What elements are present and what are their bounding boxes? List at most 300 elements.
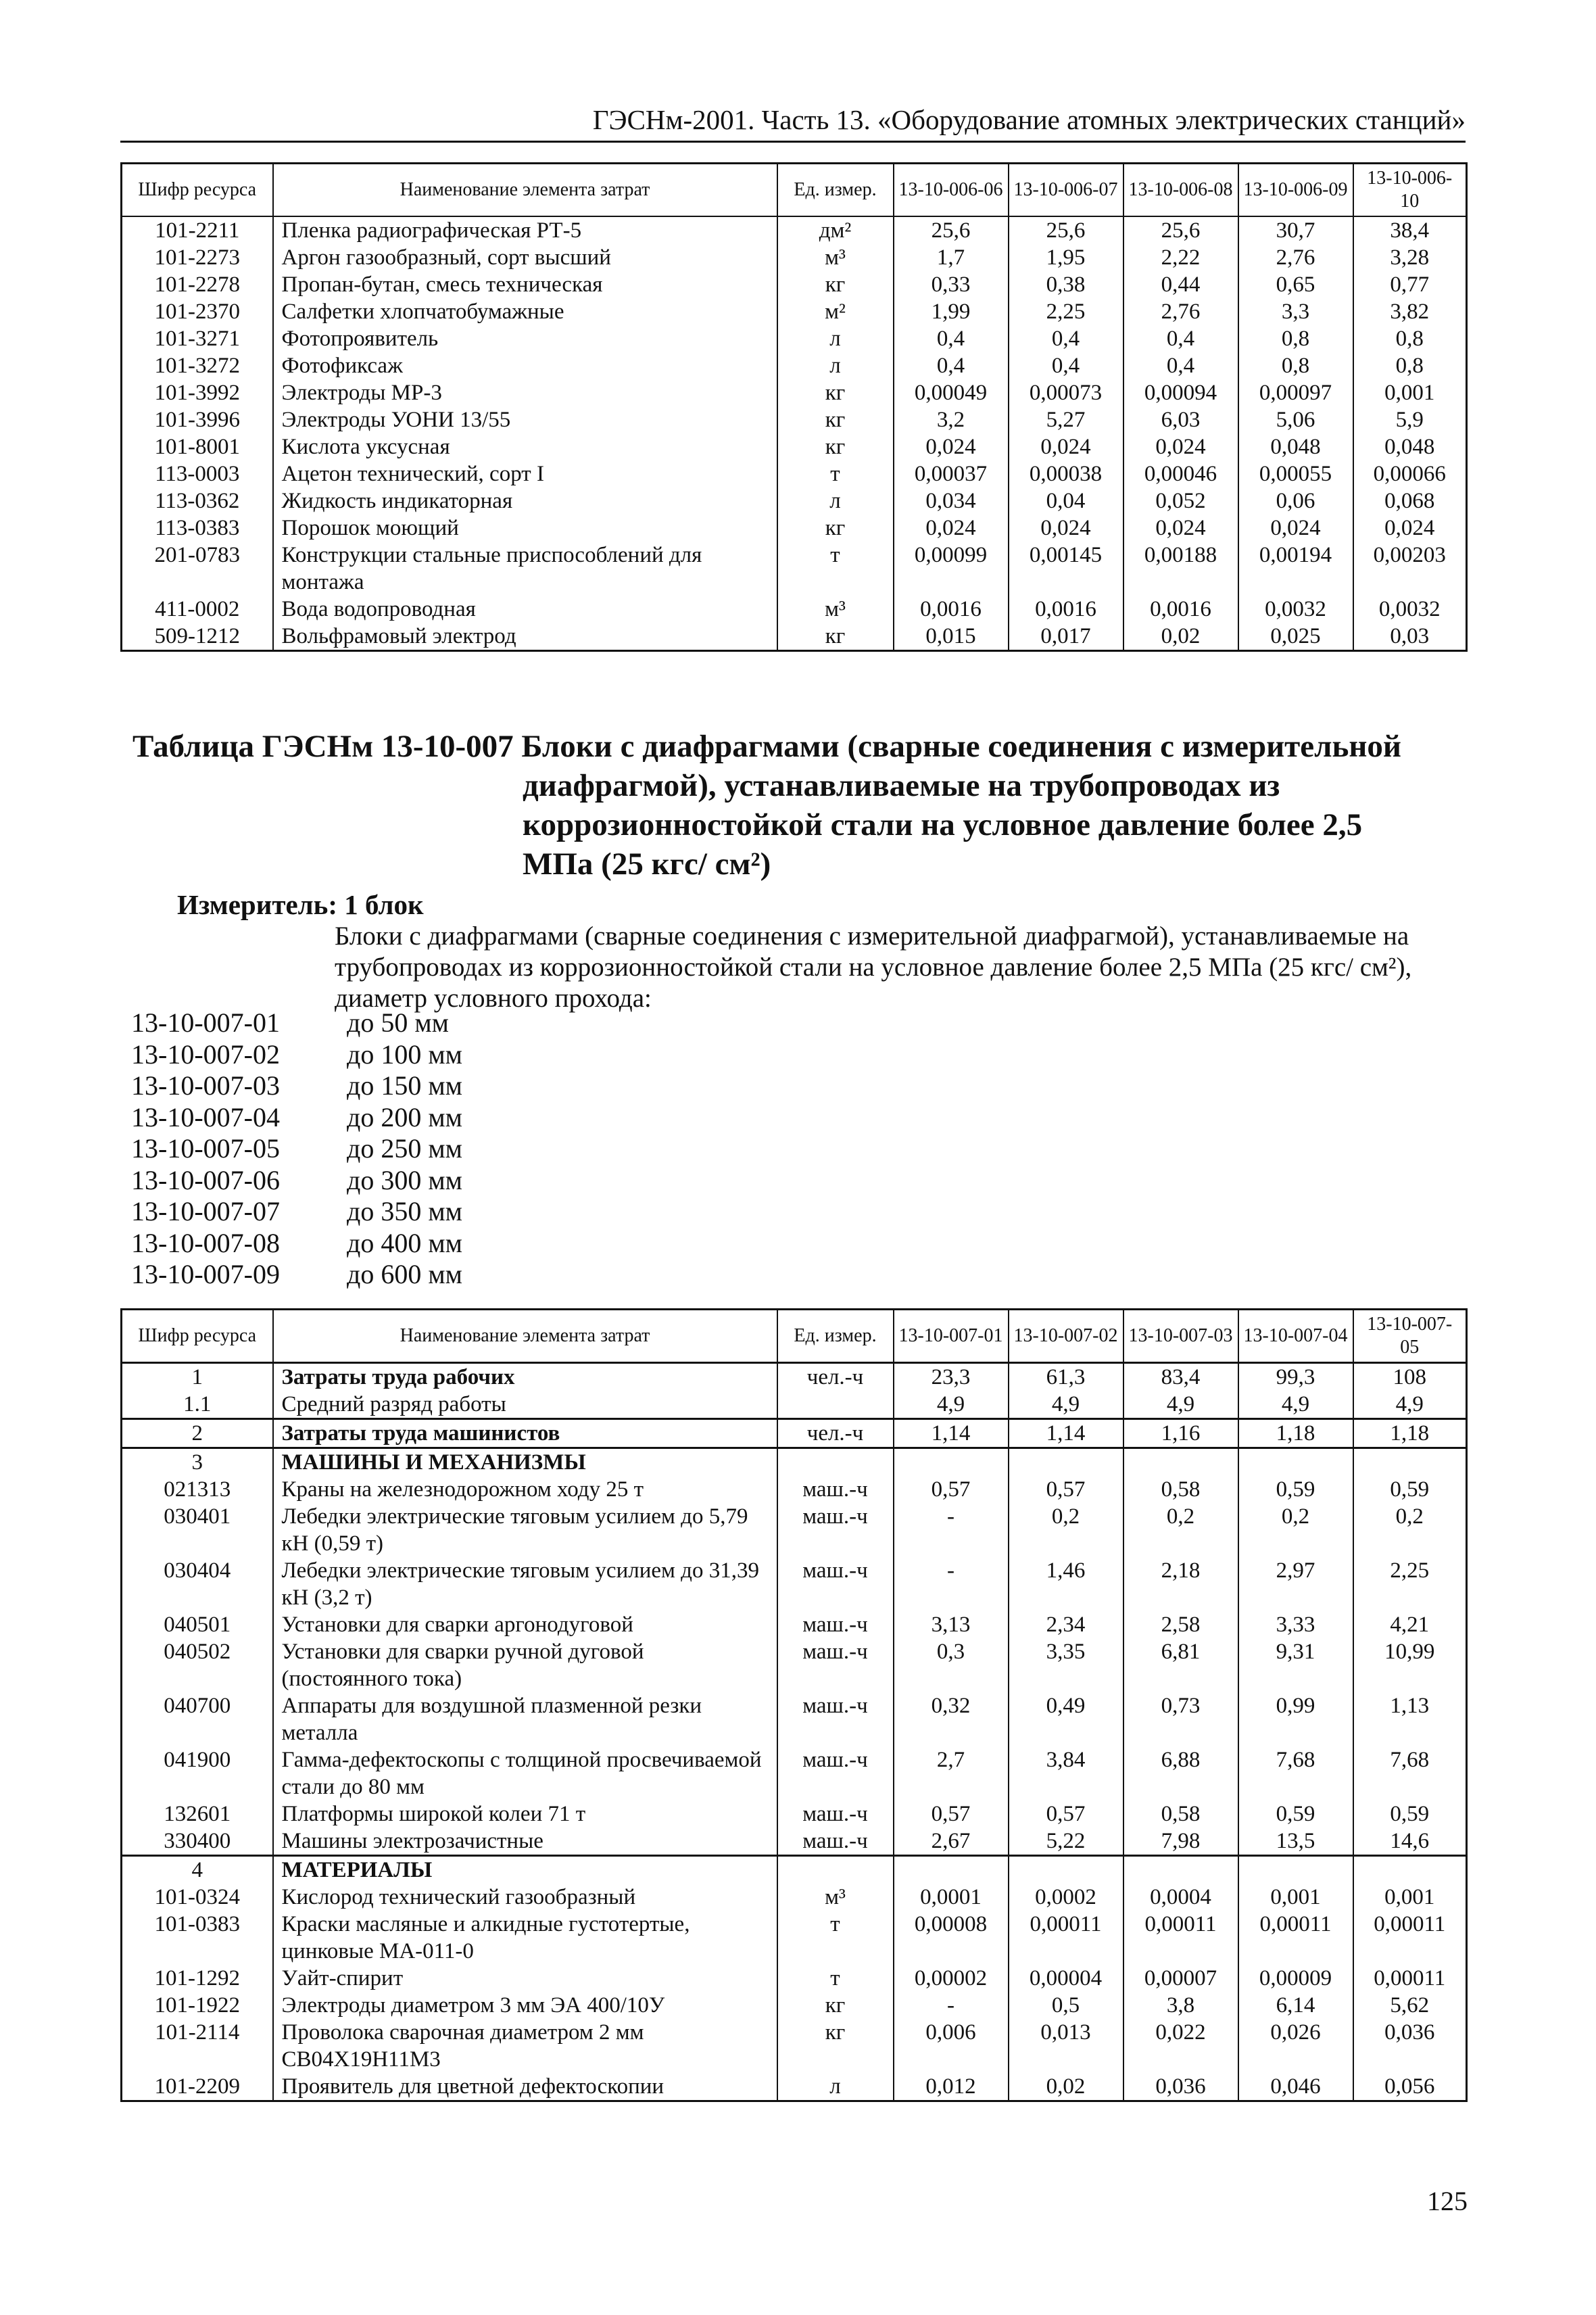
- value-cell: 0,026: [1238, 2019, 1353, 2073]
- unit-cell: [777, 1856, 894, 1884]
- table-row: [122, 298, 1467, 325]
- value-cell: 5,9: [1353, 406, 1467, 433]
- column-header: Наименование элемента затрат: [273, 164, 777, 217]
- unit-cell: л: [777, 352, 894, 379]
- value-cell: 25,6: [1123, 216, 1238, 244]
- title-line: МПа (25 кгс/ см²): [523, 846, 771, 882]
- value-cell: 1,18: [1353, 1419, 1467, 1448]
- value-cell: 0,00066: [1353, 460, 1467, 487]
- value-cell: 0,022: [1123, 2019, 1238, 2073]
- resource-code: 101-1292: [122, 1965, 273, 1992]
- value-cell: 0,001: [1353, 379, 1467, 406]
- value-cell: 3,2: [894, 406, 1009, 433]
- resource-code: 101-8001: [122, 433, 273, 460]
- resource-code: 132601: [122, 1800, 273, 1828]
- value-cell: [1353, 1856, 1467, 1884]
- value-cell: 0,024: [894, 433, 1009, 460]
- unit-cell: л: [777, 487, 894, 515]
- unit-cell: кг: [777, 406, 894, 433]
- value-cell: 0,59: [1353, 1800, 1467, 1828]
- variant-diameter: до 50 мм: [347, 1007, 449, 1038]
- section-description: Блоки с диафрагмами (сварные соединения с измерительной диафрагмой), устанавливаемые на трубопроводах из коррозионностойкой стали на условное давление более 2,5 МПа (25 кгс/ см²), диаметр условного прохода:: [335, 922, 1412, 1013]
- value-cell: 0,024: [1009, 433, 1123, 460]
- unit-cell: м³: [777, 244, 894, 271]
- unit-cell: [777, 1391, 894, 1419]
- table-body: [122, 216, 1467, 651]
- column-header: 13-10-007-02: [1009, 1310, 1123, 1363]
- value-cell: 0,068: [1353, 487, 1467, 515]
- value-cell: 0,0016: [894, 596, 1009, 623]
- value-cell: 25,6: [1009, 216, 1123, 244]
- resource-code: 030404: [122, 1557, 273, 1611]
- table-row: [122, 1992, 1467, 2019]
- value-cell: 0,00011: [1353, 1965, 1467, 1992]
- value-cell: 1,99: [894, 298, 1009, 325]
- resource-name: Пленка радиографическая РТ-5: [273, 216, 777, 244]
- value-cell: 2,76: [1123, 298, 1238, 325]
- value-cell: [1238, 1448, 1353, 1477]
- value-cell: 0,024: [1123, 433, 1238, 460]
- resource-code: 101-3996: [122, 406, 273, 433]
- variant-item: [131, 1165, 462, 1197]
- value-cell: 0,57: [1009, 1476, 1123, 1503]
- value-cell: 3,82: [1353, 298, 1467, 325]
- variant-diameter: до 400 мм: [347, 1227, 462, 1258]
- page-number: 125: [1427, 2186, 1468, 2216]
- value-cell: 0,001: [1238, 1884, 1353, 1911]
- table-header-row: [122, 164, 1467, 217]
- value-cell: 1,14: [1009, 1419, 1123, 1448]
- resource-code: 040502: [122, 1638, 273, 1692]
- table-row: [122, 460, 1467, 487]
- resource-table-007: [120, 1308, 1468, 2102]
- value-cell: 0,5: [1009, 1992, 1123, 2019]
- variant-diameter: до 300 мм: [347, 1164, 462, 1195]
- unit-cell: маш.-ч: [777, 1476, 894, 1503]
- value-cell: 0,38: [1009, 271, 1123, 298]
- resource-code: 113-0383: [122, 515, 273, 542]
- variant-diameter: до 200 мм: [347, 1101, 462, 1132]
- column-header: 13-10-006-08: [1123, 164, 1238, 217]
- value-cell: 6,03: [1123, 406, 1238, 433]
- table-row: [122, 244, 1467, 271]
- value-cell: [1123, 1448, 1238, 1477]
- variant-diameter: до 100 мм: [347, 1039, 462, 1070]
- resource-name: Краски масляные и алкидные густотертые, цинковые МА-011-0: [273, 1911, 777, 1965]
- variant-code: 13-10-007-05: [131, 1133, 280, 1164]
- value-cell: 0,4: [1009, 325, 1123, 352]
- value-cell: 0,57: [894, 1476, 1009, 1503]
- value-cell: 0,2: [1353, 1503, 1467, 1557]
- variant-diameter: до 250 мм: [347, 1133, 462, 1164]
- resource-code: 201-0783: [122, 542, 273, 596]
- value-cell: 5,27: [1009, 406, 1123, 433]
- value-cell: 0,65: [1238, 271, 1353, 298]
- value-cell: 3,35: [1009, 1638, 1123, 1692]
- unit-cell: маш.-ч: [777, 1638, 894, 1692]
- value-cell: 0,00145: [1009, 542, 1123, 596]
- value-cell: 5,22: [1009, 1828, 1123, 1856]
- unit-cell: маш.-ч: [777, 1746, 894, 1800]
- table-row: [122, 433, 1467, 460]
- value-cell: 1,13: [1353, 1692, 1467, 1746]
- resource-name: Аппараты для воздушной плазменной резки металла: [273, 1692, 777, 1746]
- unit-cell: чел.-ч: [777, 1419, 894, 1448]
- value-cell: -: [894, 1557, 1009, 1611]
- unit-cell: маш.-ч: [777, 1800, 894, 1828]
- table-row: [122, 2073, 1467, 2101]
- value-cell: 0,4: [1123, 325, 1238, 352]
- value-cell: [1123, 1856, 1238, 1884]
- value-cell: 2,18: [1123, 1557, 1238, 1611]
- resource-name: Проволока сварочная диаметром 2 мм СВ04Х19Н11М3: [273, 2019, 777, 2073]
- value-cell: 0,2: [1009, 1503, 1123, 1557]
- table-row: [122, 1638, 1467, 1692]
- value-cell: 0,8: [1353, 352, 1467, 379]
- unit-cell: м²: [777, 298, 894, 325]
- value-cell: 0,00007: [1123, 1965, 1238, 1992]
- table-row: [122, 1363, 1467, 1391]
- value-cell: 5,06: [1238, 406, 1353, 433]
- value-cell: 0,57: [894, 1800, 1009, 1828]
- resource-name: Лебедки электрические тяговым усилием до 31,39 кН (3,2 т): [273, 1557, 777, 1611]
- value-cell: 0,056: [1353, 2073, 1467, 2101]
- value-cell: 1,16: [1123, 1419, 1238, 1448]
- value-cell: 0,8: [1353, 325, 1467, 352]
- variant-code: 13-10-007-04: [131, 1101, 280, 1132]
- value-cell: 23,3: [894, 1363, 1009, 1391]
- resource-code: 101-2273: [122, 244, 273, 271]
- value-cell: 3,84: [1009, 1746, 1123, 1800]
- value-cell: 3,8: [1123, 1992, 1238, 2019]
- resource-code: 101-2278: [122, 271, 273, 298]
- resource-name: Установки для сварки ручной дуговой (постоянного тока): [273, 1638, 777, 1692]
- resource-name: МАШИНЫ И МЕХАНИЗМЫ: [273, 1448, 777, 1477]
- resource-name: Кислород технический газообразный: [273, 1884, 777, 1911]
- variant-item: [131, 1259, 462, 1291]
- resource-code: 101-2211: [122, 216, 273, 244]
- value-cell: 0,73: [1123, 1692, 1238, 1746]
- resource-name: Салфетки хлопчатобумажные: [273, 298, 777, 325]
- value-cell: 0,024: [894, 515, 1009, 542]
- value-cell: 0,006: [894, 2019, 1009, 2073]
- value-cell: 0,33: [894, 271, 1009, 298]
- unit-cell: кг: [777, 271, 894, 298]
- value-cell: [1353, 1448, 1467, 1477]
- value-cell: 4,9: [1353, 1391, 1467, 1419]
- value-cell: 13,5: [1238, 1828, 1353, 1856]
- resource-name: Платформы широкой колеи 71 т: [273, 1800, 777, 1828]
- value-cell: 0,0002: [1009, 1884, 1123, 1911]
- table-row: [122, 1419, 1467, 1448]
- table-row: [122, 1828, 1467, 1856]
- value-cell: 2,25: [1009, 298, 1123, 325]
- value-cell: 0,00004: [1009, 1965, 1123, 1992]
- table-row: [122, 487, 1467, 515]
- column-header: 13-10-007-01: [894, 1310, 1009, 1363]
- value-cell: 0,00011: [1238, 1911, 1353, 1965]
- variant-code: 13-10-007-02: [131, 1039, 280, 1070]
- value-cell: 0,8: [1238, 325, 1353, 352]
- variant-item: [131, 1228, 462, 1260]
- variant-list: [131, 1007, 462, 1291]
- table-row: [122, 1856, 1467, 1884]
- value-cell: 0,03: [1353, 623, 1467, 651]
- unit-cell: [777, 1448, 894, 1477]
- value-cell: 0,048: [1238, 433, 1353, 460]
- value-cell: 0,2: [1238, 1503, 1353, 1557]
- value-cell: 2,58: [1123, 1611, 1238, 1638]
- value-cell: 0,00203: [1353, 542, 1467, 596]
- value-cell: 0,0016: [1123, 596, 1238, 623]
- value-cell: 0,57: [1009, 1800, 1123, 1828]
- table-row: [122, 1746, 1467, 1800]
- value-cell: 0,00011: [1123, 1911, 1238, 1965]
- resource-name: Лебедки электрические тяговым усилием до 5,79 кН (0,59 т): [273, 1503, 777, 1557]
- value-cell: 2,22: [1123, 244, 1238, 271]
- table-row: [122, 1476, 1467, 1503]
- table-row: [122, 1391, 1467, 1419]
- value-cell: 0,048: [1353, 433, 1467, 460]
- value-cell: 6,81: [1123, 1638, 1238, 1692]
- unit-cell: м³: [777, 1884, 894, 1911]
- table-row: [122, 379, 1467, 406]
- resource-code: 1: [122, 1363, 273, 1391]
- table-row: [122, 1611, 1467, 1638]
- column-header: 13-10-006-07: [1009, 164, 1123, 217]
- resource-code: 101-3271: [122, 325, 273, 352]
- value-cell: 0,00009: [1238, 1965, 1353, 1992]
- unit-cell: л: [777, 2073, 894, 2101]
- value-cell: 7,68: [1238, 1746, 1353, 1800]
- value-cell: 0,052: [1123, 487, 1238, 515]
- table-row: [122, 1800, 1467, 1828]
- resource-code: 330400: [122, 1828, 273, 1856]
- variant-code: 13-10-007-08: [131, 1227, 280, 1258]
- column-header: Шифр ресурса: [122, 164, 273, 217]
- value-cell: 99,3: [1238, 1363, 1353, 1391]
- unit-cell: кг: [777, 1992, 894, 2019]
- value-cell: 2,34: [1009, 1611, 1123, 1638]
- resource-code: 101-2114: [122, 2019, 273, 2073]
- value-cell: [1238, 1856, 1353, 1884]
- resource-code: 041900: [122, 1746, 273, 1800]
- unit-cell: дм²: [777, 216, 894, 244]
- column-header: Ед. измер.: [777, 1310, 894, 1363]
- value-cell: 0,012: [894, 2073, 1009, 2101]
- column-header: Ед. измер.: [777, 164, 894, 217]
- value-cell: 0,00049: [894, 379, 1009, 406]
- value-cell: 2,67: [894, 1828, 1009, 1856]
- value-cell: 0,00037: [894, 460, 1009, 487]
- table-row: [122, 271, 1467, 298]
- table-row: [122, 1557, 1467, 1611]
- table-row: [122, 1965, 1467, 1992]
- value-cell: 0,025: [1238, 623, 1353, 651]
- unit-cell: кг: [777, 623, 894, 651]
- variant-diameter: до 150 мм: [347, 1070, 462, 1101]
- value-cell: 1,18: [1238, 1419, 1353, 1448]
- resource-name: Затраты труда рабочих: [273, 1363, 777, 1391]
- table-row: [122, 1692, 1467, 1746]
- column-header: 13-10-007-05: [1353, 1310, 1467, 1363]
- value-cell: 0,00055: [1238, 460, 1353, 487]
- resource-code: 030401: [122, 1503, 273, 1557]
- value-cell: 3,3: [1238, 298, 1353, 325]
- value-cell: [894, 1856, 1009, 1884]
- title-line: диафрагмой), устанавливаемые на трубопроводах из: [523, 768, 1280, 803]
- value-cell: 0,00099: [894, 542, 1009, 596]
- value-cell: 0,4: [894, 352, 1009, 379]
- resource-code: 113-0003: [122, 460, 273, 487]
- value-cell: 0,02: [1123, 623, 1238, 651]
- table-row: [122, 1911, 1467, 1965]
- value-cell: 83,4: [1123, 1363, 1238, 1391]
- value-cell: 3,13: [894, 1611, 1009, 1638]
- resource-code: 3: [122, 1448, 273, 1477]
- title-line: коррозионностойкой стали на условное давление более 2,5: [523, 807, 1363, 842]
- value-cell: 0,024: [1009, 515, 1123, 542]
- value-cell: 0,001: [1353, 1884, 1467, 1911]
- resource-code: 113-0362: [122, 487, 273, 515]
- unit-cell: маш.-ч: [777, 1503, 894, 1557]
- value-cell: 3,28: [1353, 244, 1467, 271]
- resource-name: Краны на железнодорожном ходу 25 т: [273, 1476, 777, 1503]
- value-cell: 0,4: [894, 325, 1009, 352]
- resource-name: Установки для сварки аргонодуговой: [273, 1611, 777, 1638]
- table-row: [122, 2019, 1467, 2073]
- value-cell: 14,6: [1353, 1828, 1467, 1856]
- table-row: [122, 623, 1467, 651]
- column-header: 13-10-007-04: [1238, 1310, 1353, 1363]
- value-cell: 4,9: [1238, 1391, 1353, 1419]
- resource-name: Пропан-бутан, смесь техническая: [273, 271, 777, 298]
- unit-cell: кг: [777, 379, 894, 406]
- unit-cell: т: [777, 1965, 894, 1992]
- value-cell: 9,31: [1238, 1638, 1353, 1692]
- value-cell: 2,25: [1353, 1557, 1467, 1611]
- resource-name: Гамма-дефектоскопы с толщиной просвечиваемой стали до 80 мм: [273, 1746, 777, 1800]
- resource-code: 509-1212: [122, 623, 273, 651]
- variant-diameter: до 600 мм: [347, 1259, 462, 1289]
- column-header: 13-10-007-03: [1123, 1310, 1238, 1363]
- resource-name: Электроды УОНИ 13/55: [273, 406, 777, 433]
- value-cell: 6,14: [1238, 1992, 1353, 2019]
- resource-name: Жидкость индикаторная: [273, 487, 777, 515]
- variant-item: [131, 1039, 462, 1071]
- value-cell: -: [894, 1992, 1009, 2019]
- unit-cell: л: [777, 325, 894, 352]
- value-cell: 0,99: [1238, 1692, 1353, 1746]
- column-header: 13-10-006-10: [1353, 164, 1467, 217]
- table-row: [122, 216, 1467, 244]
- resource-name: Электроды МР-3: [273, 379, 777, 406]
- value-cell: 0,32: [894, 1692, 1009, 1746]
- value-cell: 2,7: [894, 1746, 1009, 1800]
- value-cell: 0,024: [1123, 515, 1238, 542]
- value-cell: 1,14: [894, 1419, 1009, 1448]
- title-line: Таблица ГЭСНм 13-10-007 Блоки с диафрагмами (сварные соединения с измерительной: [132, 729, 1401, 764]
- resource-name: Фотопроявитель: [273, 325, 777, 352]
- value-cell: 0,0032: [1238, 596, 1353, 623]
- value-cell: 0,0016: [1009, 596, 1123, 623]
- resource-name: Средний разряд работы: [273, 1391, 777, 1419]
- value-cell: 0,3: [894, 1638, 1009, 1692]
- value-cell: 0,06: [1238, 487, 1353, 515]
- value-cell: 0,0001: [894, 1884, 1009, 1911]
- value-cell: 1,46: [1009, 1557, 1123, 1611]
- value-cell: 6,88: [1123, 1746, 1238, 1800]
- table-body: [122, 1363, 1467, 2101]
- value-cell: 0,0004: [1123, 1884, 1238, 1911]
- value-cell: 7,98: [1123, 1828, 1238, 1856]
- value-cell: [1009, 1448, 1123, 1477]
- column-header: Шифр ресурса: [122, 1310, 273, 1363]
- table-header-row: [122, 1310, 1467, 1363]
- value-cell: 0,00011: [1353, 1911, 1467, 1965]
- unit-cell: кг: [777, 2019, 894, 2073]
- unit-cell: маш.-ч: [777, 1611, 894, 1638]
- variant-diameter: до 350 мм: [347, 1196, 462, 1226]
- table-row: [122, 1503, 1467, 1557]
- variant-code: 13-10-007-06: [131, 1164, 280, 1195]
- value-cell: 0,00011: [1009, 1911, 1123, 1965]
- variant-item: [131, 1007, 462, 1039]
- value-cell: 0,0032: [1353, 596, 1467, 623]
- value-cell: [1009, 1856, 1123, 1884]
- variant-item: [131, 1102, 462, 1134]
- resource-name: Аргон газообразный, сорт высший: [273, 244, 777, 271]
- table-row: [122, 542, 1467, 596]
- value-cell: 0,034: [894, 487, 1009, 515]
- value-cell: 0,04: [1009, 487, 1123, 515]
- variant-item: [131, 1070, 462, 1102]
- value-cell: -: [894, 1503, 1009, 1557]
- table-row: [122, 406, 1467, 433]
- value-cell: 30,7: [1238, 216, 1353, 244]
- resource-name: Электроды диаметром 3 мм ЭА 400/10У: [273, 1992, 777, 2019]
- value-cell: 0,59: [1353, 1476, 1467, 1503]
- resource-name: Фотофиксаж: [273, 352, 777, 379]
- resource-name: Вода водопроводная: [273, 596, 777, 623]
- value-cell: [894, 1448, 1009, 1477]
- table-title: [132, 727, 1471, 884]
- value-cell: 0,77: [1353, 271, 1467, 298]
- unit-cell: чел.-ч: [777, 1363, 894, 1391]
- value-cell: 61,3: [1009, 1363, 1123, 1391]
- unit-cell: маш.-ч: [777, 1828, 894, 1856]
- unit-cell: м³: [777, 596, 894, 623]
- unit-cell: т: [777, 460, 894, 487]
- value-cell: 0,036: [1353, 2019, 1467, 2073]
- table-row: [122, 325, 1467, 352]
- value-cell: 0,046: [1238, 2073, 1353, 2101]
- resource-code: 040501: [122, 1611, 273, 1638]
- value-cell: 0,59: [1238, 1476, 1353, 1503]
- value-cell: 25,6: [894, 216, 1009, 244]
- resource-code: 4: [122, 1856, 273, 1884]
- value-cell: 0,00188: [1123, 542, 1238, 596]
- resource-name: Ацетон технический, сорт I: [273, 460, 777, 487]
- value-cell: 0,00002: [894, 1965, 1009, 1992]
- value-cell: 0,02: [1009, 2073, 1123, 2101]
- resource-name: Конструкции стальные приспособлений для монтажа: [273, 542, 777, 596]
- unit-cell: т: [777, 542, 894, 596]
- value-cell: 1,7: [894, 244, 1009, 271]
- table-row: [122, 1448, 1467, 1477]
- variant-code: 13-10-007-01: [131, 1007, 280, 1038]
- table-row: [122, 352, 1467, 379]
